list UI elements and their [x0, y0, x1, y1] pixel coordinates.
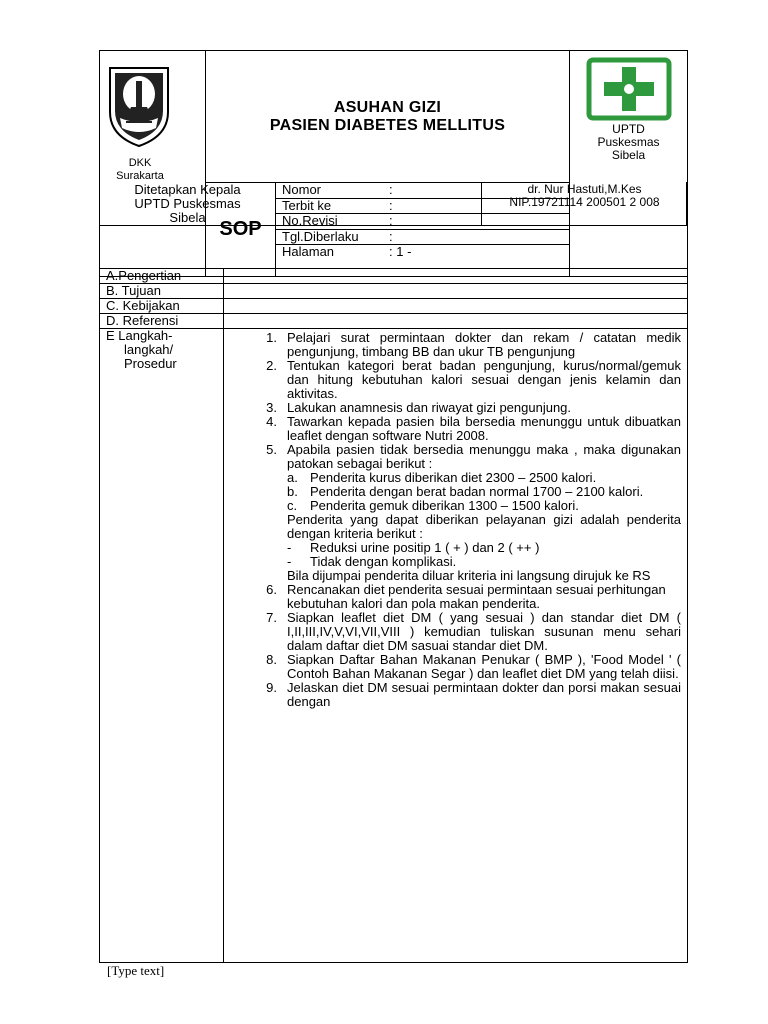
- surakarta-crest-icon: [106, 64, 172, 148]
- established-line-3: Sibela: [169, 210, 206, 225]
- list-item: 5. Apabila pasien tidak bersedia menunggu maka , maka digunakan patokan sebagai berikut :: [266, 442, 681, 471]
- established-cell: [100, 182, 276, 225]
- list-item: 6. Rencanakan diet penderita sesuai permintaan sesuai perhitungan kebutuhan kalori dan pola makan penderita.: [266, 582, 666, 611]
- org-right-line-3: Sibela: [611, 148, 646, 162]
- list-item: 7. Siapkan leaflet diet DM ( yang sesuai ) dan standar diet DM ( I,II,III,IV,V,VI,VII,VIII ) kemudian tuliskan susunan menu sehari dalam daftar diet DM sasuai standar diet DM.: [266, 610, 681, 653]
- sop-label: SOP: [206, 183, 276, 277]
- puskesmas-logo-icon: [586, 57, 672, 121]
- section-tujuan: B. Tujuan: [100, 284, 224, 299]
- right-logo-cell: [570, 51, 688, 277]
- list-item: 1. Pelajari surat permintaan dokter dan rekam / catatan medik pengunjung, timbang BB dan ukur TB pengunjung: [266, 330, 681, 359]
- meta-row-terbit: Terbit ke :: [276, 199, 569, 215]
- org-left-city: Surakarta: [116, 170, 164, 182]
- procedure-list: [224, 329, 688, 963]
- meta-row-nomor: Nomor :: [276, 183, 569, 199]
- establishment-row: [99, 182, 687, 226]
- established-line-1: Ditetapkan Kepala: [134, 182, 241, 197]
- section-pengertian: A.Pengertian: [100, 269, 224, 284]
- list-item: 2. Tentukan kategori berat badan pengunjung, kurus/normal/gemuk dan hitung kebutuhan kalori sesuai dengan jenis kelamin dan aktivitas.: [266, 358, 681, 401]
- org-left-name: DKK: [128, 157, 152, 169]
- signer-nip: NIP.19721114 200501 2 008: [509, 195, 660, 209]
- referral-note: Bila dijumpai penderita diluar kriteria ini langsung dirujuk ke RS: [287, 568, 651, 583]
- section-kebijakan: C. Kebijakan: [100, 299, 224, 314]
- org-right-line-2: Puskesmas: [597, 135, 660, 149]
- criteria-item: - Reduksi urine positip 1 ( + ) dan 2 ( ++ ): [287, 540, 540, 555]
- criteria-item: - Tidak dengan komplikasi.: [287, 554, 457, 569]
- sub-item: b. Penderita dengan berat badan normal 1700 – 2100 kalori.: [287, 484, 644, 499]
- meta-row-revisi: No.Revisi :: [276, 214, 569, 230]
- sop-body-table: [99, 268, 688, 963]
- signer-cell: [482, 182, 687, 225]
- list-item: 4. Tawarkan kepada pasien bila bersedia menunggu untuk dibuatkan leaflet dengan software Nutri 2008.: [266, 414, 681, 443]
- sub-item: a. Penderita kurus diberikan diet 2300 – 2500 kalori.: [287, 470, 597, 485]
- sop-header-table: [99, 50, 688, 277]
- section-referensi: D. Referensi: [100, 314, 224, 329]
- meta-row-tgl: Tgl.Diberlaku :: [276, 230, 569, 246]
- sub-item: c. Penderita gemuk diberikan 1300 – 1500 kalori.: [287, 498, 579, 513]
- list-item: 8. Siapkan Daftar Bahan Makanan Penukar ( BMP ), 'Food Model ' ( Contoh Bahan Makanan Segar ) dan leaflet diet DM yang telah diisi.: [266, 652, 681, 681]
- list-item: 9. Jelaskan diet DM sesuai permintaan dokter dan porsi makan sesuai dengan: [266, 680, 681, 709]
- established-line-2: UPTD Puskesmas: [134, 196, 241, 211]
- meta-row-halaman: Halaman : 1 -: [282, 244, 412, 259]
- signature-blank-cell: [276, 182, 482, 225]
- title-cell: [206, 51, 570, 183]
- criteria-intro: Penderita yang dapat diberikan pelayanan gizi adalah penderita dengan kriteria berikut :: [287, 512, 681, 541]
- title-line-2: PASIEN DIABETES MELLITUS: [269, 116, 506, 134]
- left-logo-cell: [100, 51, 206, 277]
- list-item: 3. Lakukan anamnesis dan riwayat gizi pengunjung.: [266, 400, 572, 415]
- signer-name: dr. Nur Hastuti,M.Kes: [527, 182, 642, 196]
- section-prosedur: E Langkah- langkah/ Prosedur: [100, 329, 224, 963]
- org-right-line-1: UPTD: [612, 122, 645, 136]
- title-line-1: ASUHAN GIZI: [333, 98, 442, 116]
- footer-placeholder: [Type text]: [107, 963, 165, 978]
